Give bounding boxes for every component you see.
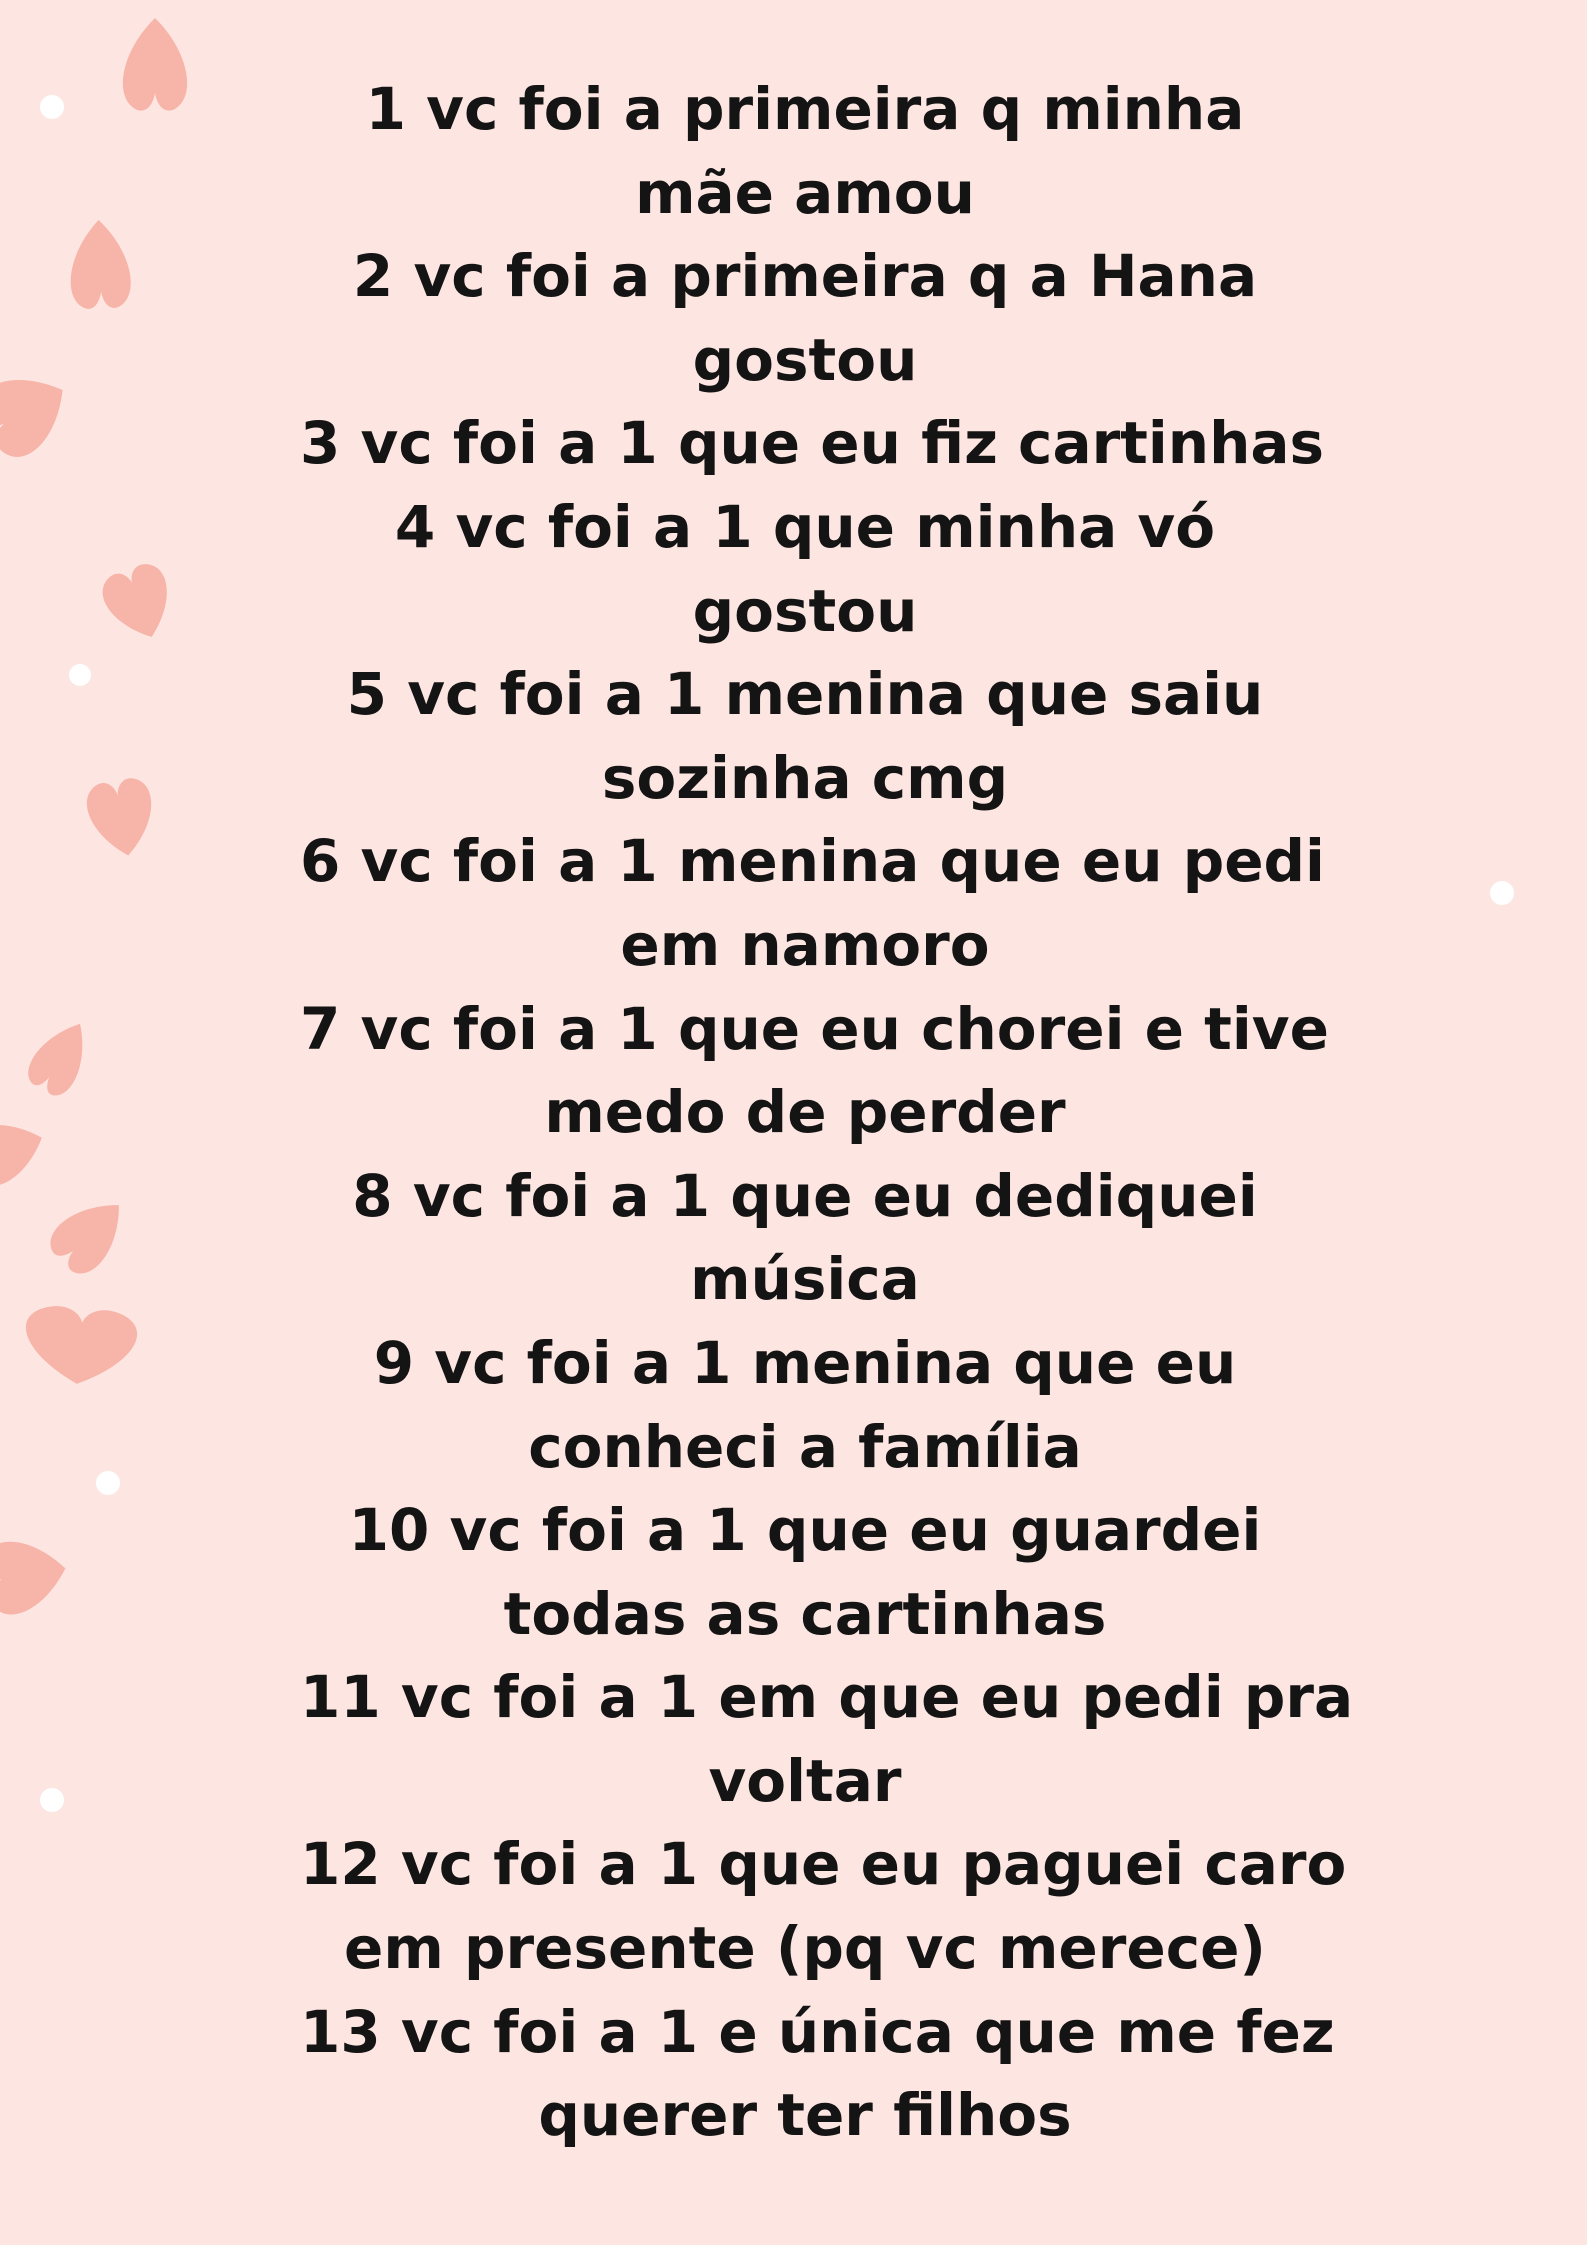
text-line: 13 vc foi a 1 e única que me fez xyxy=(300,1997,1335,2066)
message-text xyxy=(300,68,1354,2158)
text-line: 12 vc foi a 1 que eu paguei caro xyxy=(300,1830,1347,1899)
text-line: 3 vc foi a 1 que eu fiz cartinhas xyxy=(300,409,1325,478)
heart-icon xyxy=(43,1185,139,1281)
text-line: 9 vc foi a 1 menina que eu xyxy=(373,1328,1237,1397)
heart-icon xyxy=(0,1109,52,1191)
text-line: gostou xyxy=(692,576,918,645)
text-line: sozinha cmg xyxy=(601,743,1009,812)
text-line: em namoro xyxy=(620,910,990,979)
text-line: 10 vc foi a 1 que eu guardei xyxy=(348,1496,1262,1565)
text-line: medo de perder xyxy=(544,1078,1066,1147)
text-line: 6 vc foi a 1 menina que eu pedi xyxy=(300,827,1325,896)
text-line: 2 vc foi a primeira q a Hana xyxy=(352,242,1258,311)
heart-icon xyxy=(69,219,132,309)
heart-icon xyxy=(22,1012,101,1101)
heart-icon xyxy=(97,559,182,648)
heart-icon xyxy=(83,775,159,861)
dot-icon xyxy=(40,1788,64,1812)
text-line: em presente (pq vc merece) xyxy=(344,1914,1266,1983)
text-line: voltar xyxy=(708,1746,902,1815)
text-line: 5 vc foi a 1 menina que saiu xyxy=(346,660,1264,729)
dot-icon xyxy=(69,664,91,686)
heart-icon xyxy=(0,1533,72,1619)
dot-icon xyxy=(1490,881,1514,905)
text-line: gostou xyxy=(692,325,918,394)
text-line: música xyxy=(690,1245,920,1314)
text-line: 4 vc foi a 1 que minha vó xyxy=(394,492,1216,561)
dot-icon xyxy=(40,95,64,119)
text-line: querer ter filhos xyxy=(538,2081,1072,2150)
text-line: 7 vc foi a 1 que eu chorei e tive xyxy=(300,994,1329,1063)
heart-icon xyxy=(21,1304,139,1389)
dot-icon xyxy=(96,1471,120,1495)
text-line: conheci a família xyxy=(528,1412,1082,1481)
text-line: 8 vc foi a 1 que eu dediquei xyxy=(352,1161,1258,1230)
text-line: 1 vc foi a primeira q minha xyxy=(365,75,1245,143)
heart-icon xyxy=(123,18,187,111)
heart-icon xyxy=(0,357,82,466)
text-line: mãe amou xyxy=(635,158,975,227)
text-line: 11 vc foi a 1 em que eu pedi pra xyxy=(300,1663,1354,1732)
text-line: todas as cartinhas xyxy=(503,1579,1107,1648)
